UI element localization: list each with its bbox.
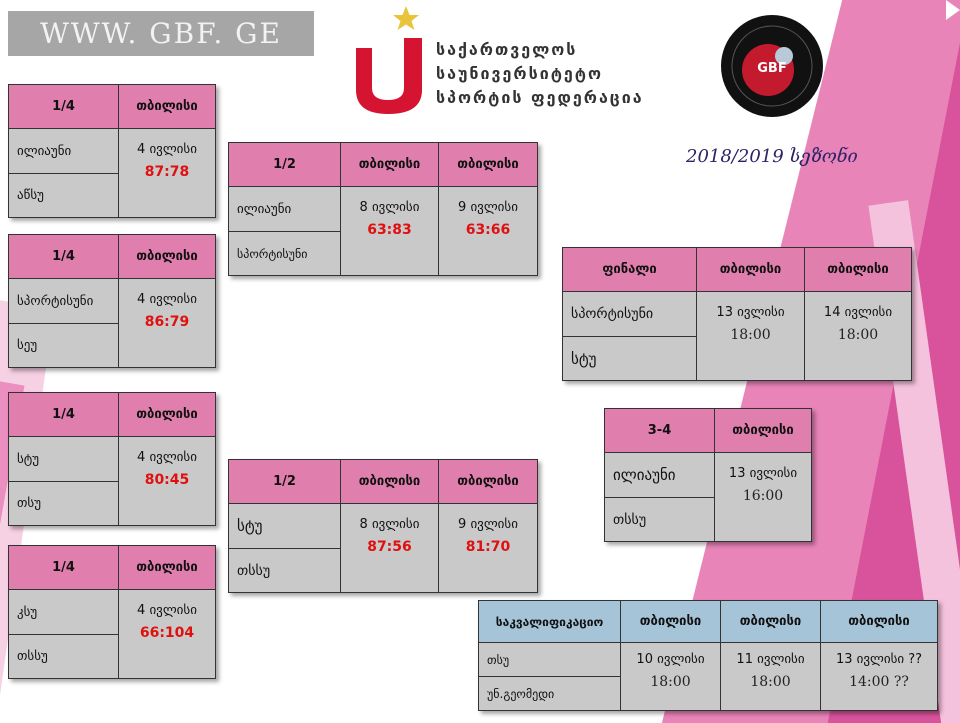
game-result [119,129,216,218]
quarterfinal-4-table [8,545,216,679]
game-date: 4 ივლისი [137,603,197,618]
university-logo [350,4,430,116]
game-result [341,187,439,276]
qualification-table [478,600,938,711]
team-name: სპორტისუნი [9,279,119,324]
game-result [119,437,216,526]
game-time: 18:00 [650,674,691,690]
city-label: თბილისი [721,601,821,643]
city-label: თბილისი [119,393,216,437]
city-label: თბილისი [119,235,216,279]
game-time: 18:00 [837,327,879,343]
season-label: 2018/2019 სეზონი [686,146,858,167]
svg-text:GBF: GBF [757,61,787,76]
city-label: თბილისი [715,409,812,453]
game-score: 81:70 [465,539,511,555]
team-name: სეუ [9,324,119,368]
game-date: 13 ივლისი ?? [835,652,923,667]
game-date: 10 ივლისი [636,652,705,667]
game-date: 8 ივლისი [359,200,420,215]
website-banner[interactable]: WWW. GBF. GE [8,11,314,56]
city-label: თბილისი [119,546,216,590]
city-label: თბილისი [821,601,938,643]
game-schedule [721,643,821,711]
team-name: კსუ [9,590,119,635]
team-name: უნ.გეომედი [479,677,621,711]
team-name: აწსუ [9,174,119,218]
game-date: 11 ივლისი [736,652,805,667]
game-result [341,504,439,593]
game-time: 14:00 ?? [849,674,909,690]
quarterfinal-2-table [8,234,216,368]
game-time: 18:00 [750,674,791,690]
round-label: 1/4 [9,546,119,590]
city-label: თბილისი [439,460,538,504]
game-date: 14 ივლისი [823,305,893,320]
game-schedule [621,643,721,711]
game-date: 8 ივლისი [359,517,420,532]
game-result [119,590,216,679]
team-name: თსუ [9,482,119,526]
city-label: თბილისი [439,143,538,187]
team-name: თსსუ [9,635,119,679]
team-name: ილიაუნი [9,129,119,174]
team-name: თსსუ [229,549,341,593]
game-schedule [697,292,805,381]
city-label: თბილისი [341,143,439,187]
team-name: თსსუ [605,498,715,542]
game-result [119,279,216,368]
round-label: 1/4 [9,393,119,437]
team-name: სტუ [563,337,697,381]
team-name: სპორტისუნი [563,292,697,337]
team-name: სტუ [229,504,341,549]
team-name: ილიაუნი [229,187,341,232]
city-label: თბილისი [621,601,721,643]
city-label: თბილისი [805,248,912,292]
game-result [439,504,538,593]
game-date: 4 ივლისი [137,292,197,307]
gbf-federation-logo [720,14,824,118]
quarterfinal-1-table [8,84,216,218]
game-schedule [805,292,912,381]
round-label: 1/4 [9,235,119,279]
game-score: 63:83 [367,222,412,238]
game-date: 4 ივლისი [137,142,197,157]
game-time: 16:00 [742,488,784,504]
university-name: საქართველოს საუნივერსიტეტო სპორტის ფედერაცია [436,40,644,107]
third-place-table [604,408,812,542]
final-table [562,247,912,381]
game-time: 18:00 [730,327,771,343]
game-result [439,187,538,276]
game-score: 66:104 [139,625,195,641]
game-schedule [715,453,812,542]
game-date: 9 ივლისი [458,517,518,532]
team-name: სპორტისუნი [229,232,341,276]
city-label: თბილისი [119,85,216,129]
game-score: 87:56 [367,539,412,555]
game-score: 80:45 [144,472,190,488]
team-name: სტუ [9,437,119,482]
quarterfinal-3-table [8,392,216,526]
round-label: 1/4 [9,85,119,129]
game-score: 63:66 [465,222,511,238]
game-date: 9 ივლისი [458,200,518,215]
game-date: 13 ივლისი [728,466,798,481]
team-name: თსუ [479,643,621,677]
round-label: 3-4 [605,409,715,453]
star-icon [393,6,419,30]
semifinal-2-table [228,459,538,593]
game-score: 87:78 [144,164,190,180]
game-schedule [821,643,938,711]
game-date: 13 ივლისი [716,305,785,320]
round-label: 1/2 [229,143,341,187]
city-label: თბილისი [341,460,439,504]
game-date: 4 ივლისი [137,450,197,465]
round-label: საკვალიფიკაციო [479,601,621,643]
round-label: 1/2 [229,460,341,504]
team-name: ილიაუნი [605,453,715,498]
semifinal-1-table [228,142,538,276]
round-label: ფინალი [563,248,697,292]
city-label: თბილისი [697,248,805,292]
game-score: 86:79 [144,314,190,330]
